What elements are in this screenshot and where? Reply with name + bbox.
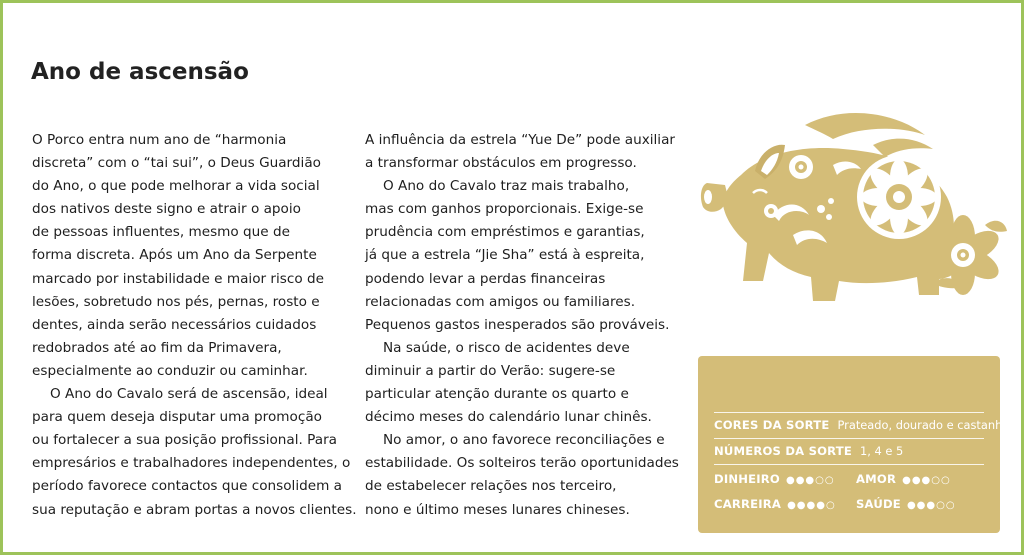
text-line: prudência com empréstimos e garantias, [365, 224, 645, 241]
text-line: do Ano, o que pode melhorar a vida social [32, 178, 320, 195]
text-line: relacionadas com amigos ou familiares. [365, 293, 636, 310]
text-line: marcado por instabilidade e maior risco de [32, 270, 324, 287]
career-dots: ●●●●○ [787, 500, 836, 511]
love-rating [856, 472, 951, 486]
career-label: CARREIRA [714, 497, 782, 511]
text-line: lesões, sobretudo nos pés, pernas, rosto e [32, 293, 320, 310]
lucky-numbers-value: 1, 4 e 5 [860, 444, 904, 458]
lucky-colors-value: Prateado, dourado e castanho [837, 418, 1010, 432]
luck-box [698, 356, 1010, 533]
page-title: Ano de ascensão [31, 59, 249, 85]
divider [714, 438, 984, 439]
text-line: A influência da estrela “Yue De” pode auxiliar [365, 132, 675, 148]
text-column-left [32, 129, 357, 522]
text-line: mas com ganhos proporcionais. Exige-se [365, 201, 644, 218]
money-label: DINHEIRO [714, 472, 780, 486]
lucky-numbers-row [714, 444, 984, 458]
health-dots: ●●●○○ [906, 500, 956, 511]
career-rating [714, 497, 836, 511]
divider [714, 464, 984, 465]
text-line: nono e último meses lunares chineses. [365, 501, 630, 518]
text-line: O Porco entra num ano de “harmonia [32, 132, 287, 148]
text-line: a transformar obstáculos em progresso. [365, 155, 637, 172]
text-line: décimo meses do calendário lunar chinês. [365, 409, 652, 426]
money-dots: ●●●○○ [785, 475, 835, 486]
text-line: particular atenção durante os quarto e [365, 386, 629, 403]
lucky-colors-row [714, 418, 1010, 432]
text-line: estabilidade. Os solteiros terão oportunidades [365, 455, 679, 472]
text-line: para quem deseja disputar uma promoção [32, 409, 322, 426]
text-line: de pessoas influentes, mesmo que de [32, 224, 290, 241]
divider [714, 412, 984, 413]
text-column-right [365, 129, 685, 522]
lucky-colors-label: CORES DA SORTE [714, 418, 830, 432]
text-line: Pequenos gastos inesperados são prováveis. [365, 316, 670, 333]
love-dots: ●●●○○ [902, 475, 951, 486]
health-rating [856, 497, 956, 511]
text-line: dos nativos deste signo e atrair o apoio [32, 201, 301, 218]
text-line: diminuir a partir do Verão: sugere-se [365, 362, 616, 379]
money-rating [714, 472, 835, 486]
lucky-numbers-label: NÚMEROS DA SORTE [714, 444, 853, 458]
text-line: Na saúde, o risco de acidentes deve [383, 339, 630, 356]
text-line: redobrados até ao fim da Primavera, [32, 339, 282, 356]
text-line: forma discreta. Após um Ano da Serpente [32, 247, 317, 264]
text-line: dentes, ainda serão necessários cuidados [32, 316, 317, 333]
text-line: período favorece contactos que consolidem a [32, 478, 342, 495]
text-line: empresários e trabalhadores independentes, o [32, 455, 351, 472]
text-line: O Ano do Cavalo traz mais trabalho, [383, 178, 630, 195]
text-line: especialmente ao conduzir ou caminhar. [32, 362, 308, 379]
text-line: sua reputação e abram portas a novos clientes. [32, 501, 357, 518]
text-line: O Ano do Cavalo será de ascensão, ideal [50, 386, 328, 403]
pig-illustration-icon [693, 105, 1009, 310]
text-line: já que a estrela “Jie Sha” está à espreita, [365, 247, 645, 264]
text-line: discreta” com o “tai sui”, o Deus Guardião [32, 155, 321, 172]
text-line: ou fortalecer a sua posição profissional. Para [32, 432, 337, 449]
health-label: SAÚDE [856, 497, 901, 511]
text-line: podendo levar a perdas financeiras [365, 270, 606, 287]
love-label: AMOR [856, 472, 897, 486]
text-line: No amor, o ano favorece reconciliações e [383, 432, 665, 449]
text-line: de estabelecer relações nos terceiro, [365, 478, 617, 495]
